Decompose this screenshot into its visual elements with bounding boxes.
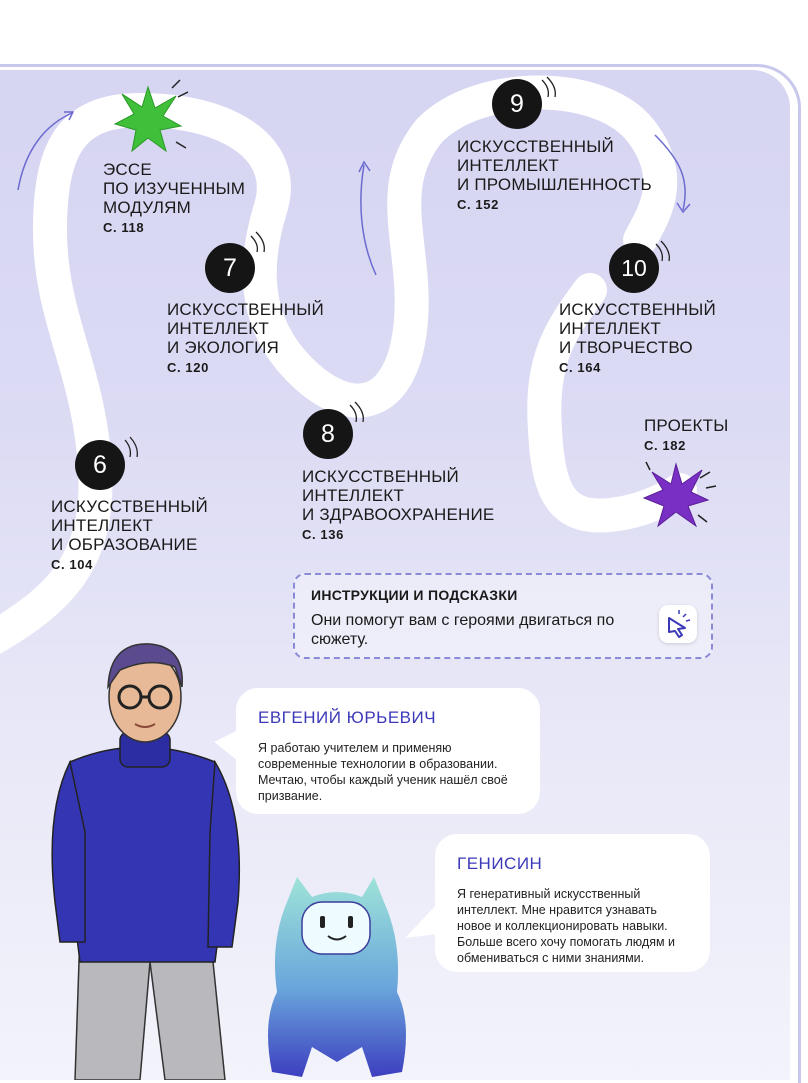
topic-page: С. 120	[167, 360, 209, 375]
topic-projects[interactable]	[644, 416, 728, 455]
topic-title: ИСКУССТВЕННЫЙ ИНТЕЛЛЕКТ И ТВОРЧЕСТВО	[559, 300, 716, 357]
topic-creativity[interactable]	[559, 300, 716, 377]
step-number-badge: 7	[205, 243, 255, 293]
topic-title: ПРОЕКТЫ	[644, 416, 729, 435]
step-number-badge: 9	[492, 79, 542, 129]
instructions-title: ИНСТРУКЦИИ И ПОДСКАЗКИ	[311, 587, 518, 603]
character-text: Я генеративный искусственный интеллект. Мне нравится узнавать новое и коллекционировать навыки. Больше всего хочу помогать людям и обмениваться с ними знаниями.	[457, 887, 676, 965]
ai-mascot-illustration	[262, 872, 412, 1080]
character-name: ГЕНИСИН	[457, 854, 543, 873]
topic-healthcare[interactable]	[302, 467, 494, 544]
character-name: ЕВГЕНИЙ ЮРЬЕВИЧ	[258, 708, 437, 727]
topic-title: ИСКУССТВЕННЫЙ ИНТЕЛЛЕКТ И ПРОМЫШЛЕННОСТЬ	[457, 137, 652, 194]
step-number-badge: 10	[609, 243, 659, 293]
instructions-text: Они помогут вам с героями двигаться по сюжету.	[311, 612, 615, 648]
speech-bubble-ai	[435, 834, 710, 972]
speech-bubble-teacher	[236, 688, 540, 814]
topic-industry[interactable]	[457, 137, 652, 214]
topic-title: ИСКУССТВЕННЫЙ ИНТЕЛЛЕКТ И ЗДРАВООХРАНЕНИЕ	[302, 467, 495, 524]
step-number-badge: 6	[75, 440, 125, 490]
topic-ecology[interactable]	[167, 300, 324, 377]
teacher-illustration	[40, 632, 255, 1080]
topic-page: С. 164	[559, 360, 601, 375]
topic-page: С. 152	[457, 197, 499, 212]
topic-title: ИСКУССТВЕННЫЙ ИНТЕЛЛЕКТ И ЭКОЛОГИЯ	[167, 300, 324, 357]
topic-title: ИСКУССТВЕННЫЙ ИНТЕЛЛЕКТ И ОБРАЗОВАНИЕ	[51, 497, 208, 554]
instructions-box	[293, 573, 713, 659]
topic-page: С. 118	[103, 220, 145, 235]
character-text: Я работаю учителем и применяю современные технологии в образовании. Мечтаю, чтобы каждый ученик нашёл своё призвание.	[258, 741, 508, 803]
cursor-icon	[659, 605, 697, 643]
topic-page: С. 104	[51, 557, 93, 572]
topic-education[interactable]	[51, 497, 208, 574]
step-number-badge: 8	[303, 409, 353, 459]
topic-title: ЭССЕ ПО ИЗУЧЕННЫМ МОДУЛЯМ	[103, 160, 246, 217]
topic-page: С. 136	[302, 527, 344, 542]
topic-page: С. 182	[644, 438, 686, 453]
topic-essay[interactable]	[103, 160, 245, 237]
